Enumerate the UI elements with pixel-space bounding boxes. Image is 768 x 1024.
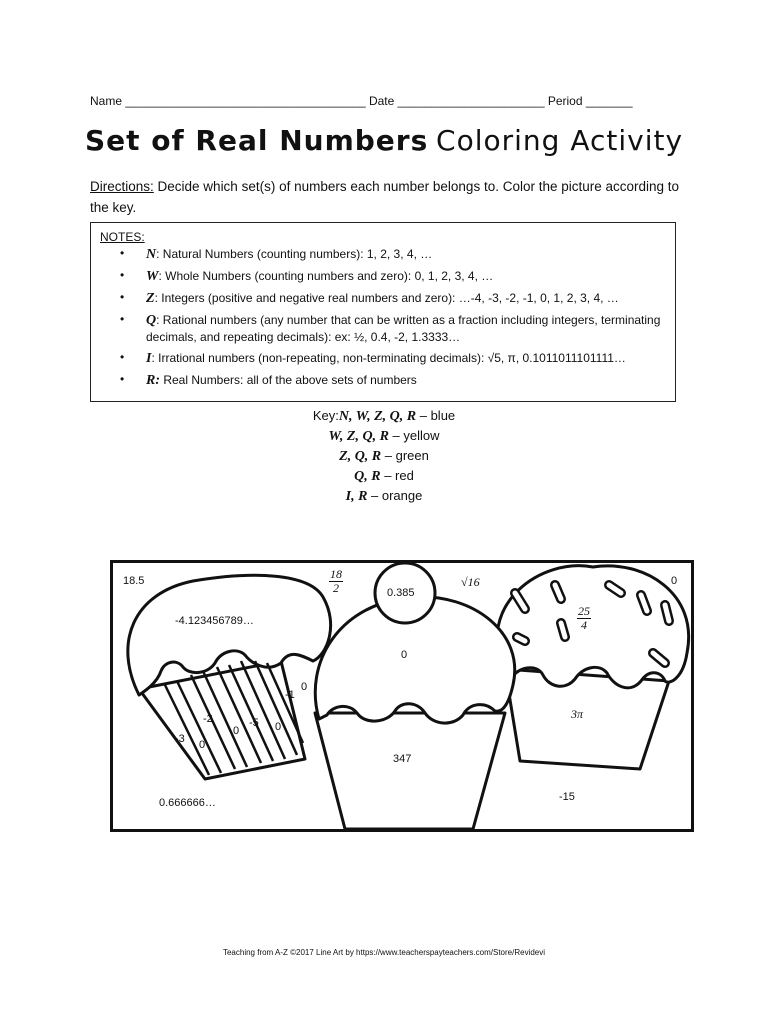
right-cupcake-frosting[interactable]: [497, 566, 689, 688]
bullet: •: [120, 290, 125, 304]
key-sets: Q, R: [354, 469, 381, 484]
label-neg-2: -2: [203, 713, 213, 725]
key-row-green: [0, 446, 768, 466]
note-item-whole: [100, 268, 666, 285]
fraction-numerator: 18: [330, 567, 342, 581]
key-sets: Z, Q, R: [339, 449, 382, 464]
fraction-denominator: 2: [333, 581, 339, 595]
key-sets: I, R: [345, 489, 368, 504]
directions: [90, 176, 690, 218]
key-label: Key:: [312, 408, 339, 423]
key-color: – orange: [367, 488, 423, 503]
label-zero-b: 0: [233, 725, 240, 737]
fraction-18-over-2: [329, 568, 343, 595]
note-symbol: I: [146, 351, 152, 366]
key-row-blue: [0, 406, 768, 426]
date-label: Date: [368, 94, 395, 108]
label-18-5: 18.5: [123, 575, 145, 587]
note-text: : Whole Numbers (counting numbers and zero): 0, 1, 2, 3, 4, …: [158, 269, 494, 283]
note-text: : Natural Numbers (counting numbers): 1, 2, 3, 4, …: [156, 247, 433, 261]
label-zero-middle: 0: [401, 649, 408, 661]
label-0-385: 0.385: [387, 587, 415, 599]
label-zero-a: 0: [301, 681, 308, 693]
note-text: : Integers (positive and negative real numbers and zero): …-4, -3, -2, -1, 0, 1, 2, 3, 4, …: [154, 291, 619, 305]
bullet: •: [120, 372, 125, 386]
label-347: 347: [393, 753, 412, 765]
note-item-real: [100, 372, 666, 389]
fraction-25-over-4: [577, 605, 591, 632]
note-text: Real Numbers: all of the above sets of numbers: [160, 373, 417, 387]
cupcake-picture: [110, 560, 694, 832]
cupcake-drawing: [113, 563, 691, 829]
key-row-orange: [0, 486, 768, 506]
note-symbol: N: [146, 247, 157, 262]
key-color: – red: [380, 468, 414, 483]
note-item-integers: [100, 290, 666, 307]
label-3-pi: 3π: [571, 707, 584, 721]
note-symbol: W: [146, 269, 159, 284]
label-neg-15: -15: [559, 791, 575, 803]
label-neg-5: -5: [249, 717, 259, 729]
key-color: – blue: [416, 408, 456, 423]
note-item-rational: [100, 312, 666, 345]
note-symbol: Z: [146, 291, 155, 306]
label-sqrt-16: √16: [461, 575, 480, 589]
middle-cupcake-liner[interactable]: [315, 713, 505, 829]
footer-credit: Teaching from A-Z ©2017 Line Art by https://www.teacherspayteachers.com/Store/Revidevi: [222, 948, 546, 957]
fraction-numerator: 25: [578, 604, 590, 618]
key-row-yellow: [0, 426, 768, 446]
key-sets: W, Z, Q, R: [328, 429, 389, 444]
bullet: •: [120, 350, 125, 364]
label-neg-1: -1: [285, 689, 295, 701]
period-label: Period: [547, 94, 583, 108]
page-title: [0, 124, 768, 157]
key-color: – yellow: [388, 428, 440, 443]
note-symbol: R:: [146, 373, 160, 388]
note-symbol: Q: [146, 313, 157, 328]
key-sets: N, W, Z, Q, R: [338, 409, 417, 424]
name-label: Name: [90, 94, 123, 108]
directions-label: Directions:: [90, 179, 154, 194]
label-0-666666: 0.666666…: [159, 797, 216, 809]
directions-text: Decide which set(s) of numbers each number belongs to. Color the picture according to the key.: [90, 179, 680, 215]
note-text: : Rational numbers (any number that can be written as a fraction including integers, terminating decimals, and repeating decimals): ex: ½, 0.4, -2, 1.3333…: [146, 313, 661, 344]
notes-heading: NOTES:: [100, 230, 145, 244]
note-item-natural: [100, 246, 666, 263]
bullet: •: [120, 312, 125, 326]
title-part-1: Set of Real Numbers: [84, 124, 429, 157]
bullet: •: [120, 246, 125, 260]
label-zero-top-right: 0: [671, 575, 678, 587]
key-color: – green: [381, 448, 429, 463]
key-row-red: [0, 466, 768, 486]
fraction-denominator: 4: [581, 618, 587, 632]
bullet: •: [120, 268, 125, 282]
period-blank[interactable]: _______: [585, 94, 633, 108]
label-zero-d: 0: [199, 739, 206, 751]
header-line: [90, 94, 680, 108]
label-neg-4-123: -4.123456789…: [175, 615, 254, 627]
label-zero-c: 0: [275, 721, 282, 733]
title-part-2: Coloring Activity: [436, 124, 684, 157]
right-cupcake-liner[interactable]: [505, 669, 669, 769]
note-text: : Irrational numbers (non-repeating, non-terminating decimals): √5, π, 0.1011011101111…: [151, 351, 626, 365]
color-key: [0, 406, 768, 506]
notes-list: [100, 246, 666, 389]
date-blank[interactable]: ______________________: [397, 94, 545, 108]
label-neg-3: -3: [175, 733, 185, 745]
notes-box: [90, 222, 676, 402]
note-item-irrational: [100, 350, 666, 367]
name-blank[interactable]: ____________________________________: [125, 94, 366, 108]
